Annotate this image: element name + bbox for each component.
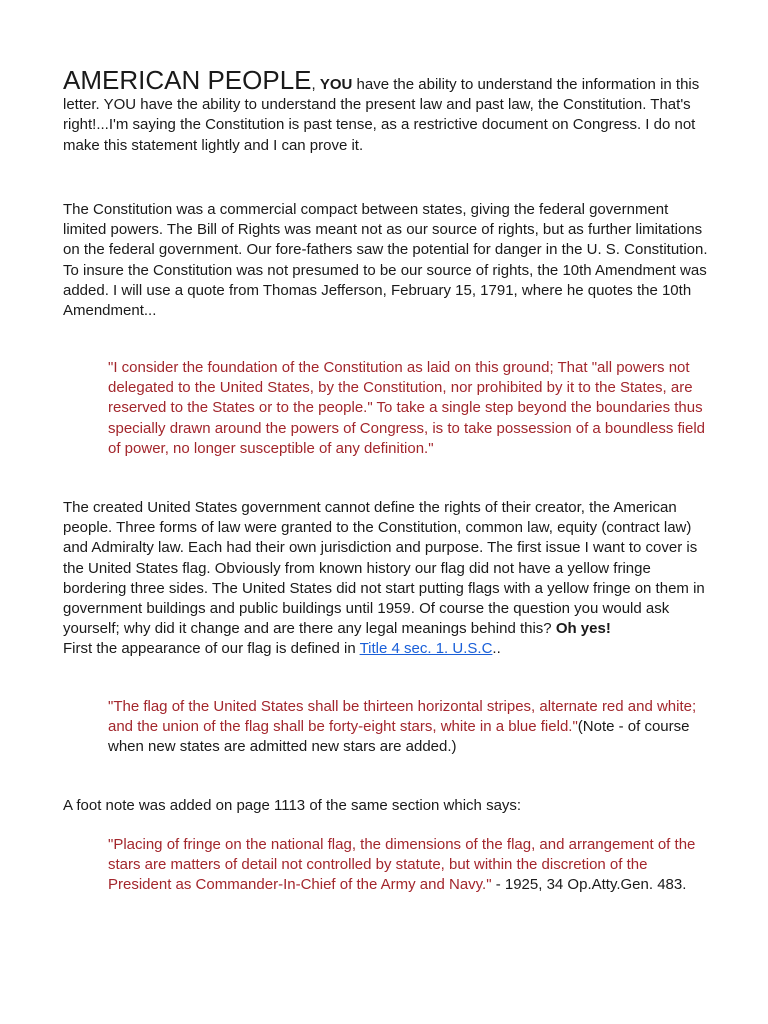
you-emphasis: YOU [319, 76, 353, 93]
intro-comma: , [311, 76, 320, 93]
footnote-intro: A foot note was added on page 1113 of the same section which says: [63, 797, 522, 814]
flag-statute-quote [108, 697, 708, 758]
jefferson-quote: "I consider the foundation of the Constitution as laid on this ground; That "all powers not delegated to the United States, by the Constitution, nor prohibited by it to the States, are reserved to the States or to the people." To take a single step beyond the boundaries thus specially drawn around the powers of Congress, is to take possession of a boundless field of power, no longer susceptible of any definition." [108, 359, 706, 457]
flag-paragraph-text: The created United States government cannot define the rights of their creator, the American people. Three forms of law were granted to the Constitution, common law, equity (contract law) and Admiralty law. Each had their own jurisdiction and purpose. The first issue I want to cover is the United States flag. Obviously from known history our flag did not have a yellow fringe bordering three sides. The United States did not start putting flags with a yellow fringe on them in government buildings and public buildings until 1959. Of course the question you would ask yourself; why did it change and are there any legal meanings behind this? [63, 499, 705, 638]
flag-definition-prefix: First the appearance of our flag is defined in [63, 640, 360, 658]
oh-yes-emphasis: Oh yes! [555, 620, 611, 638]
fringe-citation: - 1925, 34 Op.Atty.Gen. 483. [491, 876, 687, 894]
flag-statute-note: (Note - of course when new states are admitted new stars are added.) [108, 718, 690, 756]
page-title: AMERICAN PEOPLE [63, 65, 312, 95]
intro-paragraph [63, 65, 713, 156]
flag-definition-suffix: .. [492, 640, 501, 658]
flag-paragraph [63, 498, 713, 660]
fringe-quote [108, 835, 708, 896]
flag-statute-text: "The flag of the United States shall be thirteen horizontal stripes, alternate red and white; and the union of the flag shall be forty-eight stars, white in a blue field." [108, 698, 697, 736]
title-4-link[interactable]: Title 4 sec. 1. U.S.C [359, 640, 493, 658]
fringe-quote-text: "Placing of fringe on the national flag, the dimensions of the flag, and arrangement of the stars are matters of detail not controlled by statute, but within the discretion of the President as Commander-In-Chief of the Army and Navy." [108, 836, 696, 894]
constitution-paragraph: The Constitution was a commercial compact between states, giving the federal government limited powers. The Bill of Rights was meant not as our source of rights, but as further limitations on the federal government. Our fore-fathers saw the potential for danger in the U. S. Constitution. To insure the Constitution was not presumed to be our source of rights, the 10th Amendment was added. I will use a quote from Thomas Jefferson, February 15, 1791, where he quotes the 10th Amendment... [63, 201, 708, 320]
intro-text: have the ability to understand the information in this letter. YOU have the ability to understand the present law and past law, the Constitution. That's right!...I'm saying the Constitution is past tense, as a restrictive document on Congress. I do not make this statement lightly and I can prove it. [63, 76, 700, 154]
